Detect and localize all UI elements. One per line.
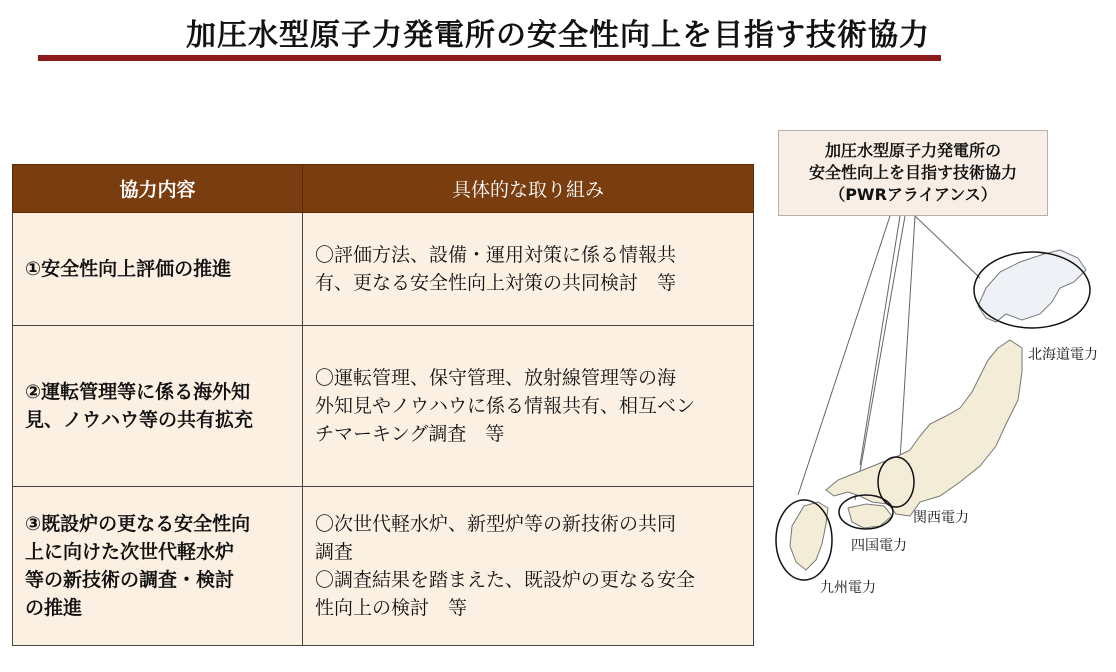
pwr-box-line: （PWRアライアンス） <box>829 185 997 204</box>
row-2-details-line: チマーキング調査 等 <box>315 423 505 445</box>
japan-map <box>760 210 1116 610</box>
connector-kansai-b <box>900 216 915 460</box>
table-row <box>13 213 754 326</box>
row-3-content-line: の推進 <box>25 597 83 619</box>
row-3-content-line: ③既設炉の更なる安全性向 <box>25 513 251 535</box>
honshu-landmass <box>826 340 1022 516</box>
row-2-details <box>303 326 754 487</box>
connector-kansai-a <box>860 216 900 465</box>
table-header-row <box>13 165 754 213</box>
row-1-details-line: 〇評価方法、設備・運用対策に係る情報共 <box>315 244 677 266</box>
connector-kyushu <box>798 216 890 495</box>
row-3-details-line: 〇調査結果を踏まえた、既設炉の更なる安全 <box>315 569 696 591</box>
row-3-content <box>13 487 303 646</box>
label-kansai: 関西電力 <box>913 510 969 526</box>
label-hokkaido: 北海道電力 <box>1028 347 1098 363</box>
kyushu-landmass <box>790 502 828 570</box>
row-2-content-line: 見、ノウハウ等の共有拡充 <box>25 409 254 431</box>
title-underline <box>38 55 941 61</box>
label-kyushu: 九州電力 <box>820 580 876 596</box>
row-3-details <box>303 487 754 646</box>
header-specific-efforts: 具体的な取り組み <box>303 165 754 213</box>
pwr-box-line: 加圧水型原子力発電所の <box>824 141 1001 160</box>
header-cooperation-content: 協力内容 <box>13 165 303 213</box>
pwr-box-line: 安全性向上を目指す技術協力 <box>808 163 1017 182</box>
row-3-content-line: 上に向けた次世代軽水炉 <box>25 541 235 563</box>
row-2-details-line: 〇運転管理、保守管理、放射線管理等の海 <box>315 367 677 389</box>
table-row <box>13 487 754 646</box>
row-2-details-line: 外知見やノウハウに係る情報共有、相互ベン <box>315 395 696 417</box>
pwr-alliance-box <box>778 130 1048 216</box>
row-3-details-line: 調査 <box>315 541 354 563</box>
label-shikoku: 四国電力 <box>851 538 907 554</box>
row-3-details-line: 〇次世代軽水炉、新型炉等の新技術の共同 <box>315 513 677 535</box>
row-3-details-line: 性向上の検討 等 <box>315 597 468 619</box>
row-1-content <box>13 213 303 326</box>
cooperation-table <box>12 164 754 646</box>
table-row <box>13 326 754 487</box>
row-3-content-line: 等の新技術の調査・検討 <box>25 569 235 591</box>
page-title: 加圧水型原子力発電所の安全性向上を目指す技術協力 <box>186 18 930 53</box>
connector-hokkaido <box>915 216 980 278</box>
row-1-details <box>303 213 754 326</box>
row-2-content <box>13 326 303 487</box>
row-2-content-line: ②運転管理等に係る海外知 <box>25 381 251 403</box>
row-1-content-line: ①安全性向上評価の推進 <box>25 258 232 280</box>
row-1-details-line: 有、更なる安全性向上対策の共同検討 等 <box>315 272 677 294</box>
